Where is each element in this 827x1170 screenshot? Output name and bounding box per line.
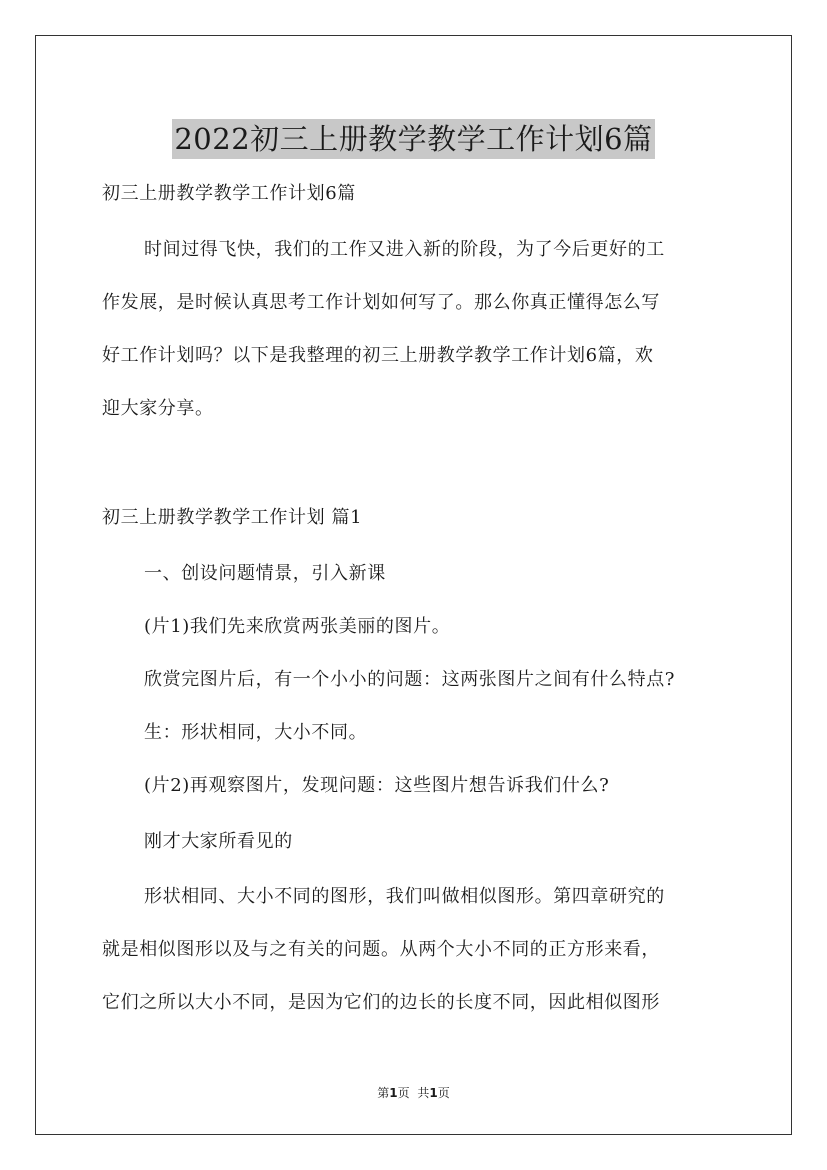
body-line-7: 形状相同、大小不同的图形，我们叫做相似图形。第四章研究的 bbox=[144, 886, 665, 907]
footer-total-suffix: 页 bbox=[437, 1086, 450, 1100]
intro-line-2: 作发展，是时候认真思考工作计划如何写了。那么你真正懂得怎么写 bbox=[102, 292, 660, 313]
body-line-6: 刚才大家所看见的 bbox=[144, 831, 293, 852]
body-line-1: 一、创设问题情景，引入新课 bbox=[144, 563, 386, 584]
body-line-3: 欣赏完图片后，有一个小小的问题：这两张图片之间有什么特点? bbox=[144, 669, 676, 690]
footer-total-number: 1 bbox=[429, 1086, 438, 1100]
footer-page-number: 1 bbox=[389, 1086, 398, 1100]
intro-line-4: 迎大家分享。 bbox=[102, 398, 214, 419]
footer-page-prefix: 第 bbox=[377, 1086, 390, 1100]
section-heading: 初三上册教学教学工作计划 篇1 bbox=[102, 507, 363, 528]
intro-line-1: 时间过得飞快，我们的工作又进入新的阶段，为了今后更好的工 bbox=[144, 239, 665, 260]
body-line-9: 它们之所以大小不同，是因为它们的边长的长度不同，因此相似图形 bbox=[102, 992, 660, 1013]
body-line-2: (片1)我们先来欣赏两张美丽的图片。 bbox=[144, 616, 451, 637]
document-subtitle: 初三上册教学教学工作计划6篇 bbox=[102, 183, 356, 204]
document-title: 2022初三上册教学教学工作计划6篇 bbox=[172, 119, 654, 159]
intro-line-3: 好工作计划吗？以下是我整理的初三上册教学教学工作计划6篇，欢 bbox=[102, 345, 654, 366]
body-line-5: (片2)再观察图片，发现问题：这些图片想告诉我们什么? bbox=[144, 775, 610, 796]
title-container bbox=[0, 100, 827, 179]
footer-page-suffix: 页 bbox=[397, 1086, 410, 1100]
page-footer bbox=[0, 1085, 827, 1101]
footer-total-prefix: 共 bbox=[417, 1086, 430, 1100]
body-line-8: 就是相似图形以及与之有关的问题。从两个大小不同的正方形来看， bbox=[102, 939, 660, 960]
body-line-4: 生：形状相同，大小不同。 bbox=[144, 722, 368, 743]
